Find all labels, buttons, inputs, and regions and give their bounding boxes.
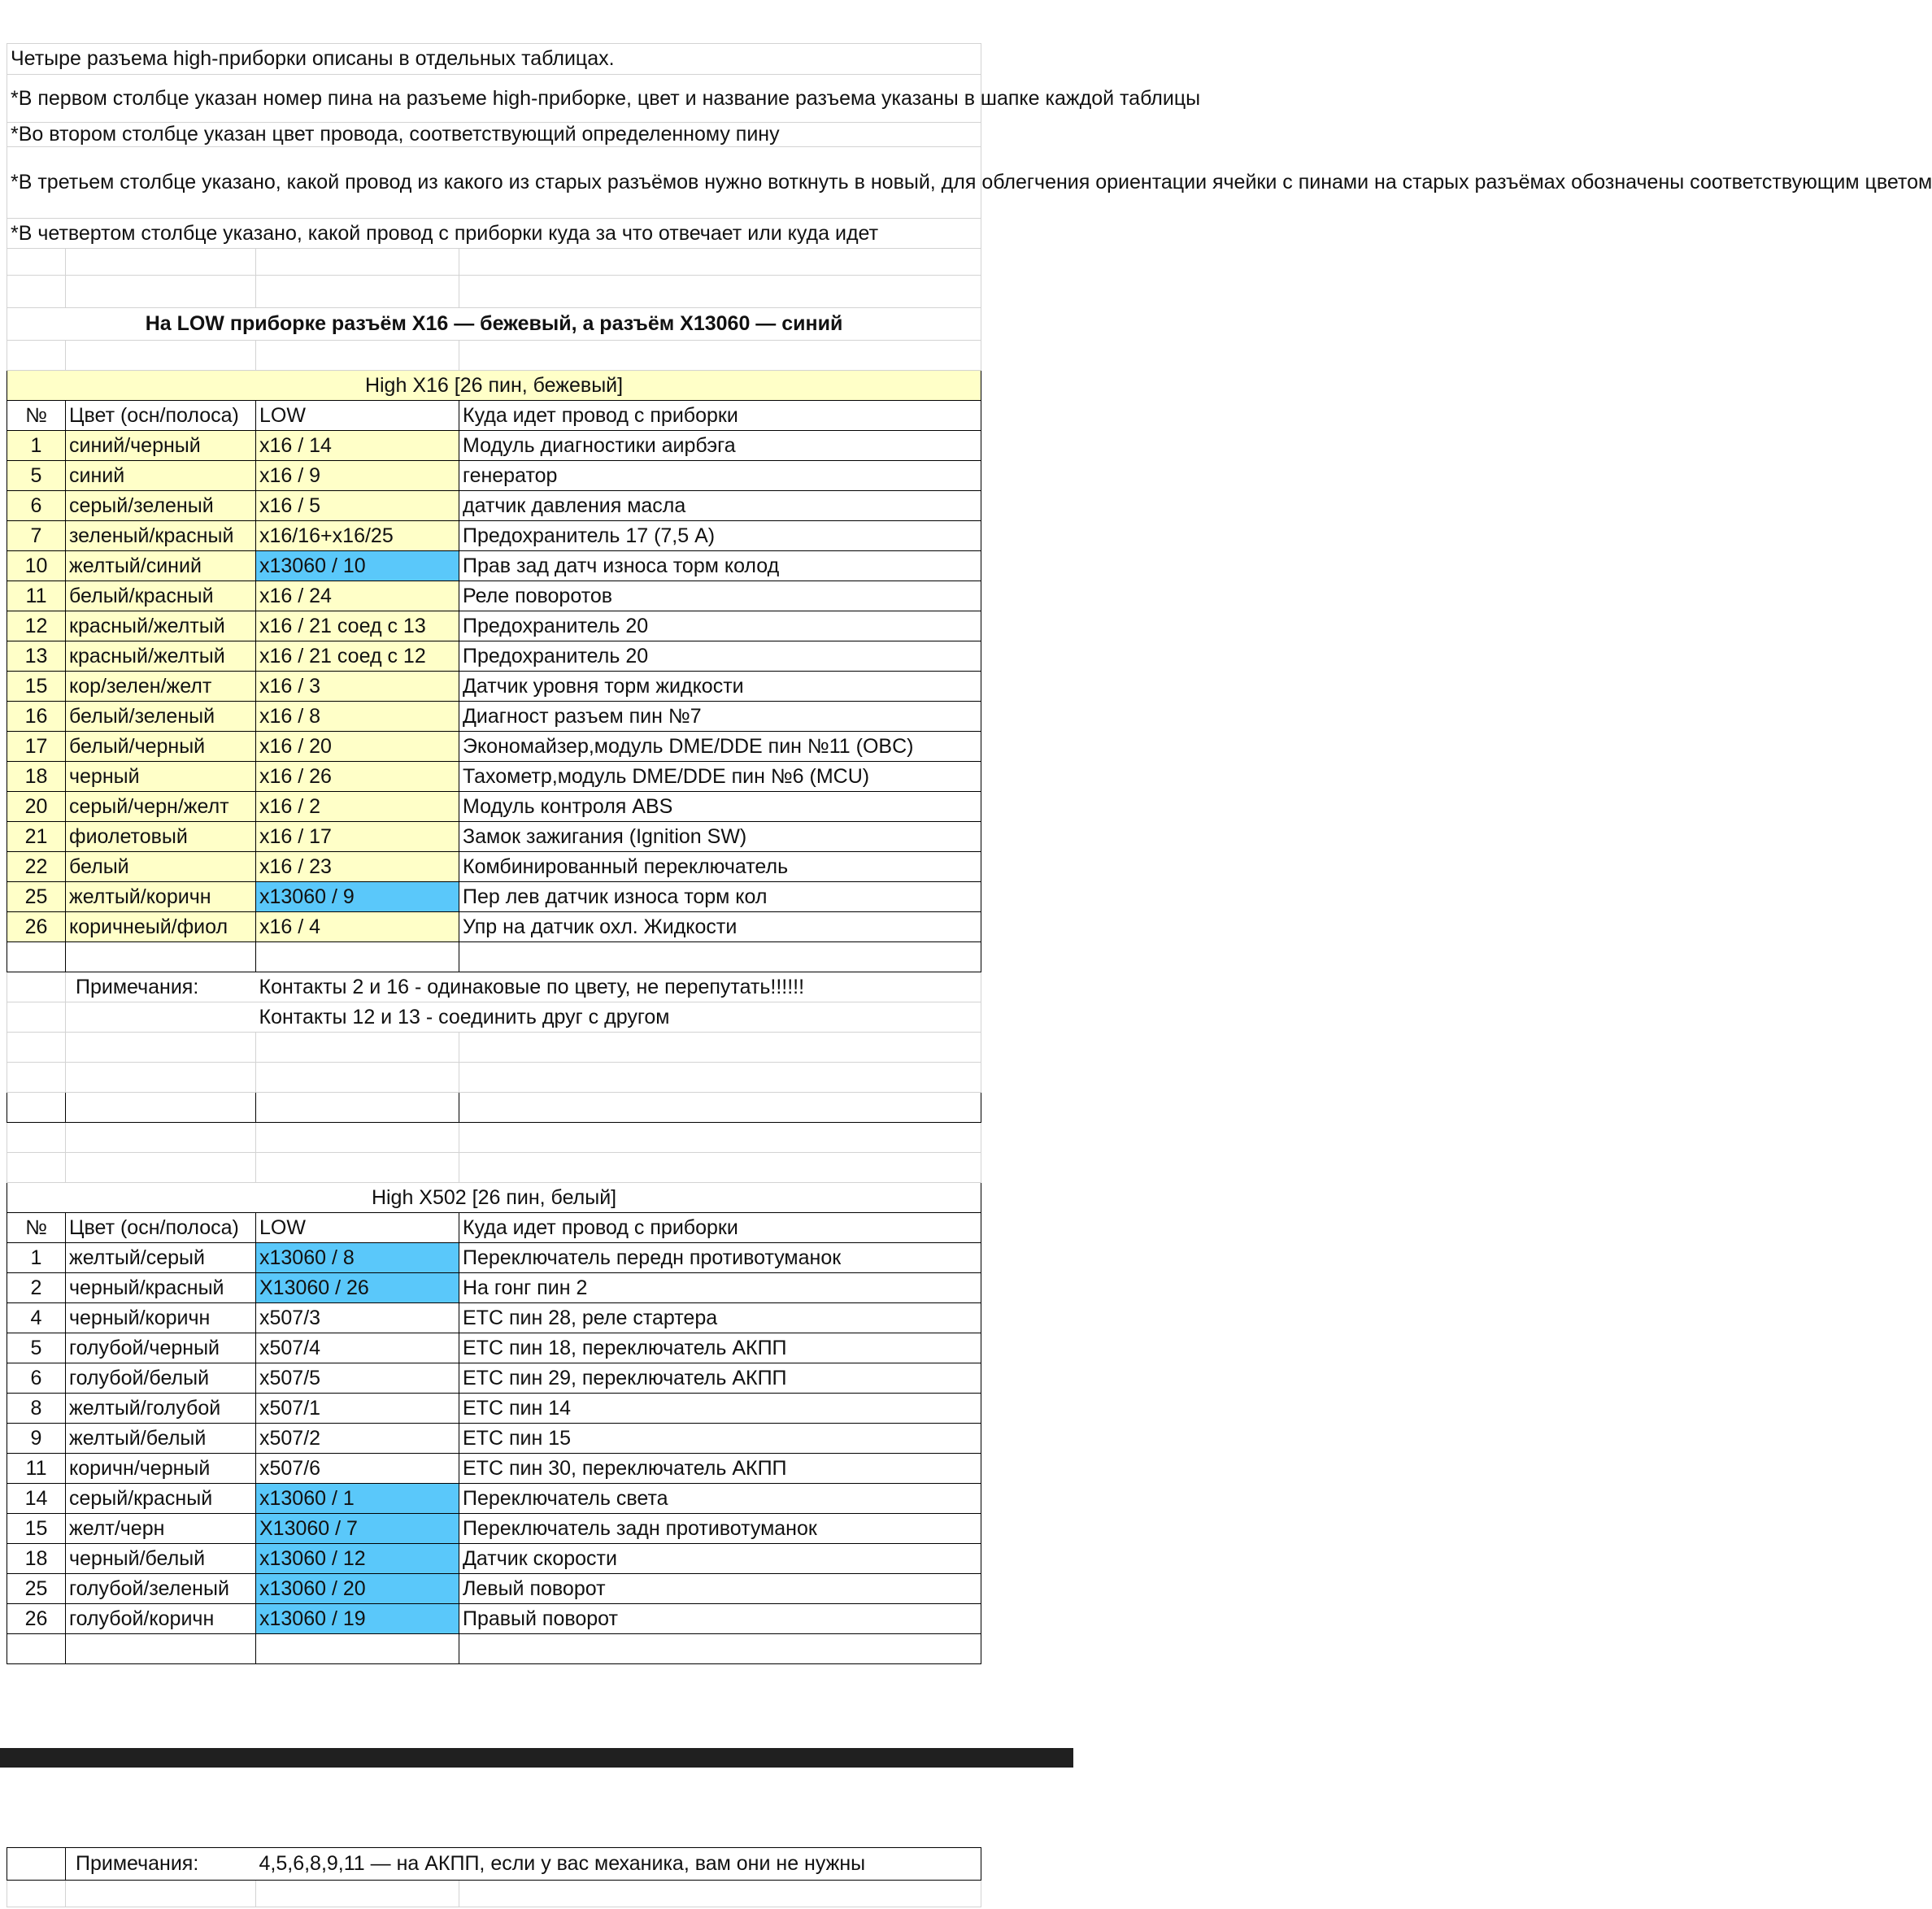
pin-cell: 20 [7, 792, 66, 822]
wire-color-cell: голубой/черный [66, 1333, 256, 1363]
table-row [7, 641, 981, 672]
low-pin-cell: x16 / 4 [256, 912, 459, 942]
pin-cell: 4 [7, 1303, 66, 1333]
low-pin-cell: x16 / 17 [256, 822, 459, 852]
notes-row [7, 1002, 981, 1033]
wire-color-cell: голубой/белый [66, 1363, 256, 1394]
low-pin-cell: x13060 / 10 [256, 551, 459, 581]
low-pin-cell: x16 / 2 [256, 792, 459, 822]
destination-cell: Предохранитель 20 [459, 611, 981, 641]
spreadsheet-continuation [7, 1847, 981, 1907]
table-row [7, 1394, 981, 1424]
pin-cell: 17 [7, 732, 66, 762]
destination-cell: Правый поворот [459, 1604, 981, 1634]
table-row [7, 912, 981, 942]
pin-cell: 6 [7, 491, 66, 521]
table2-title: High X502 [26 пин, белый] [7, 1183, 981, 1213]
intro-line-2: *В первом столбце указан номер пина на разъеме high-приборке, цвет и название разъема указаны в шапке каждой таблицы [7, 75, 981, 123]
pin-cell: 13 [7, 641, 66, 672]
empty-row [7, 1033, 981, 1063]
header-destination: Куда идет провод с приборки [459, 401, 981, 431]
header-color: Цвет (осн/полоса) [66, 1213, 256, 1243]
destination-cell: Левый поворот [459, 1574, 981, 1604]
pin-cell: 16 [7, 702, 66, 732]
notes-row [7, 972, 981, 1002]
table-row [7, 1514, 981, 1544]
wire-color-cell: голубой/коричн [66, 1604, 256, 1634]
low-pin-cell: X13060 / 7 [256, 1514, 459, 1544]
wire-color-cell: белый [66, 852, 256, 882]
pin-cell: 2 [7, 1273, 66, 1303]
destination-cell: ETC пин 14 [459, 1394, 981, 1424]
destination-cell: ETC пин 28, реле стартера [459, 1303, 981, 1333]
low-pin-cell: x507/6 [256, 1454, 459, 1484]
destination-cell: Прав зад датч износа торм колод [459, 551, 981, 581]
table-row [7, 461, 981, 491]
pin-cell: 8 [7, 1394, 66, 1424]
wire-color-cell: белый/красный [66, 581, 256, 611]
low-pin-cell: x507/3 [256, 1303, 459, 1333]
pin-cell: 26 [7, 912, 66, 942]
wire-color-cell: кор/зелен/желт [66, 672, 256, 702]
intro-line-4: *В третьем столбце указано, какой провод из какого из старых разъёмов нужно воткнуть в новый, для облегчения ориентации ячейки с пинами на старых разъёмах обозначены соответствующим цветом [7, 147, 981, 219]
pin-cell: 5 [7, 1333, 66, 1363]
pin-cell: 18 [7, 762, 66, 792]
low-pin-cell: x16 / 21 соед с 13 [256, 611, 459, 641]
intro-line-5: *В четвертом столбце указано, какой провод с приборки куда за что отвечает или куда идет [7, 219, 981, 249]
empty-row [7, 341, 981, 371]
table-row [7, 702, 981, 732]
table-row [7, 551, 981, 581]
table-row [7, 1273, 981, 1303]
wire-color-cell: серый/красный [66, 1484, 256, 1514]
wire-color-cell: красный/желтый [66, 611, 256, 641]
destination-cell: Пер лев датчик износа торм кол [459, 882, 981, 912]
empty-row [7, 1123, 981, 1153]
table-row [7, 882, 981, 912]
pin-cell: 5 [7, 461, 66, 491]
destination-cell: Упр на датчик охл. Жидкости [459, 912, 981, 942]
low-pin-cell: x16 / 21 соед с 12 [256, 641, 459, 672]
low-pin-cell: X13060 / 26 [256, 1273, 459, 1303]
wire-color-cell: черный/коричн [66, 1303, 256, 1333]
table-row [7, 611, 981, 641]
empty-row [7, 1093, 981, 1123]
low-pin-cell: x16 / 23 [256, 852, 459, 882]
pin-cell: 25 [7, 882, 66, 912]
low-pin-cell: x507/2 [256, 1424, 459, 1454]
header-pin: № [7, 401, 66, 431]
table-row [7, 1424, 981, 1454]
table-row [7, 1484, 981, 1514]
low-pin-cell: x13060 / 19 [256, 1604, 459, 1634]
low-pin-cell: x13060 / 1 [256, 1484, 459, 1514]
pin-cell: 10 [7, 551, 66, 581]
wire-color-cell: синий [66, 461, 256, 491]
empty-row [7, 1634, 981, 1664]
destination-cell: Диагност разъем пин №7 [459, 702, 981, 732]
empty-row [7, 1881, 981, 1907]
destination-cell: Датчик скорости [459, 1544, 981, 1574]
low-pin-cell: x13060 / 9 [256, 882, 459, 912]
destination-cell: генератор [459, 461, 981, 491]
intro-line-3: *Во втором столбце указан цвет провода, соответствующий определенному пину [7, 123, 981, 147]
empty-row [7, 1153, 981, 1183]
table-row [7, 431, 981, 461]
wire-color-cell: серый/черн/желт [66, 792, 256, 822]
destination-cell: Предохранитель 17 (7,5 А) [459, 521, 981, 551]
notes-label: Примечания: [66, 1848, 256, 1881]
wire-color-cell: белый/зеленый [66, 702, 256, 732]
table1-header-row [7, 401, 981, 431]
pin-cell: 21 [7, 822, 66, 852]
destination-cell: ETC пин 18, переключатель АКПП [459, 1333, 981, 1363]
empty-row [7, 276, 981, 308]
wire-color-cell: коричнеый/фиол [66, 912, 256, 942]
low-connector-note: На LOW приборке разъём Х16 — бежевый, а разъём Х13060 — синий [7, 308, 981, 341]
low-pin-cell: x16 / 14 [256, 431, 459, 461]
low-pin-cell: x13060 / 12 [256, 1544, 459, 1574]
low-pin-cell: x16 / 24 [256, 581, 459, 611]
destination-cell: Экономайзер,модуль DME/DDE пин №11 (OBC) [459, 732, 981, 762]
page-divider [0, 1748, 1073, 1768]
pin-cell: 1 [7, 431, 66, 461]
wire-color-cell: желт/черн [66, 1514, 256, 1544]
destination-cell: ETC пин 30, переключатель АКПП [459, 1454, 981, 1484]
notes-label: Примечания: [66, 972, 256, 1002]
destination-cell: Тахометр,модуль DME/DDE пин №6 (MCU) [459, 762, 981, 792]
low-pin-cell: x16 / 9 [256, 461, 459, 491]
low-pin-cell: x507/4 [256, 1333, 459, 1363]
table-row [7, 1544, 981, 1574]
empty-row [7, 942, 981, 972]
wire-color-cell: красный/желтый [66, 641, 256, 672]
wire-color-cell: желтый/белый [66, 1424, 256, 1454]
wire-color-cell: синий/черный [66, 431, 256, 461]
destination-cell: Реле поворотов [459, 581, 981, 611]
table-row [7, 1303, 981, 1333]
spreadsheet-main [7, 43, 1932, 1664]
low-pin-cell: x507/1 [256, 1394, 459, 1424]
destination-cell: На гонг пин 2 [459, 1273, 981, 1303]
notes-row [7, 1848, 981, 1881]
destination-cell: ETC пин 15 [459, 1424, 981, 1454]
low-pin-cell: x16 / 8 [256, 702, 459, 732]
wire-color-cell: черный/красный [66, 1273, 256, 1303]
table-row [7, 1454, 981, 1484]
pin-cell: 18 [7, 1544, 66, 1574]
wire-color-cell: черный/белый [66, 1544, 256, 1574]
pin-cell: 15 [7, 1514, 66, 1544]
table-row [7, 491, 981, 521]
header-destination: Куда идет провод с приборки [459, 1213, 981, 1243]
wire-color-cell: зеленый/красный [66, 521, 256, 551]
header-pin: № [7, 1213, 66, 1243]
destination-cell: ETC пин 29, переключатель АКПП [459, 1363, 981, 1394]
wire-color-cell: черный [66, 762, 256, 792]
table-row [7, 1333, 981, 1363]
low-pin-cell: x13060 / 20 [256, 1574, 459, 1604]
header-color: Цвет (осн/полоса) [66, 401, 256, 431]
low-pin-cell: x16 / 5 [256, 491, 459, 521]
note-2: Контакты 12 и 13 - соединить друг с другом [256, 1002, 981, 1033]
wire-color-cell: серый/зеленый [66, 491, 256, 521]
destination-cell: датчик давления масла [459, 491, 981, 521]
table-row [7, 762, 981, 792]
low-pin-cell: x16 / 3 [256, 672, 459, 702]
table-row [7, 1574, 981, 1604]
wire-color-cell: желтый/синий [66, 551, 256, 581]
header-low: LOW [256, 1213, 459, 1243]
table-row [7, 852, 981, 882]
pin-cell: 26 [7, 1604, 66, 1634]
wire-color-cell: желтый/голубой [66, 1394, 256, 1424]
wire-color-cell: желтый/коричн [66, 882, 256, 912]
low-pin-cell: x16/16+x16/25 [256, 521, 459, 551]
pin-cell: 14 [7, 1484, 66, 1514]
wire-color-cell: коричн/черный [66, 1454, 256, 1484]
destination-cell: Комбинированный переключатель [459, 852, 981, 882]
destination-cell: Модуль контроля ABS [459, 792, 981, 822]
low-pin-cell: x507/5 [256, 1363, 459, 1394]
table1-title: High X16 [26 пин, бежевый] [7, 371, 981, 401]
pin-cell: 11 [7, 581, 66, 611]
pin-cell: 1 [7, 1243, 66, 1273]
table-row [7, 732, 981, 762]
note-akpp: 4,5,6,8,9,11 — на АКПП, если у вас механика, вам они не нужны [256, 1848, 981, 1881]
wire-color-cell: желтый/серый [66, 1243, 256, 1273]
destination-cell: Переключатель задн противотуманок [459, 1514, 981, 1544]
table-row [7, 1243, 981, 1273]
low-pin-cell: x16 / 26 [256, 762, 459, 792]
wire-color-cell: фиолетовый [66, 822, 256, 852]
low-pin-cell: x13060 / 8 [256, 1243, 459, 1273]
table-row [7, 822, 981, 852]
table-row [7, 521, 981, 551]
pin-cell: 9 [7, 1424, 66, 1454]
table-row [7, 792, 981, 822]
pin-cell: 15 [7, 672, 66, 702]
low-pin-cell: x16 / 20 [256, 732, 459, 762]
table-row [7, 672, 981, 702]
destination-cell: Датчик уровня торм жидкости [459, 672, 981, 702]
destination-cell: Замок зажигания (Ignition SW) [459, 822, 981, 852]
intro-line-1: Четыре разъема high-приборки описаны в отдельных таблицах. [7, 44, 981, 75]
table-row [7, 1363, 981, 1394]
pin-cell: 25 [7, 1574, 66, 1604]
notes-table [7, 1847, 981, 1907]
wiring-table [7, 43, 1932, 1664]
pin-cell: 6 [7, 1363, 66, 1394]
pin-cell: 7 [7, 521, 66, 551]
destination-cell: Переключатель света [459, 1484, 981, 1514]
destination-cell: Переключатель передн противотуманок [459, 1243, 981, 1273]
table2-header-row [7, 1213, 981, 1243]
wire-color-cell: белый/черный [66, 732, 256, 762]
destination-cell: Модуль диагностики аирбэга [459, 431, 981, 461]
header-low: LOW [256, 401, 459, 431]
pin-cell: 22 [7, 852, 66, 882]
table-row [7, 1604, 981, 1634]
empty-row [7, 1063, 981, 1093]
pin-cell: 12 [7, 611, 66, 641]
pin-cell: 11 [7, 1454, 66, 1484]
table-row [7, 581, 981, 611]
note-1: Контакты 2 и 16 - одинаковые по цвету, не перепутать!!!!!! [256, 972, 981, 1002]
empty-row [7, 249, 981, 276]
wire-color-cell: голубой/зеленый [66, 1574, 256, 1604]
destination-cell: Предохранитель 20 [459, 641, 981, 672]
